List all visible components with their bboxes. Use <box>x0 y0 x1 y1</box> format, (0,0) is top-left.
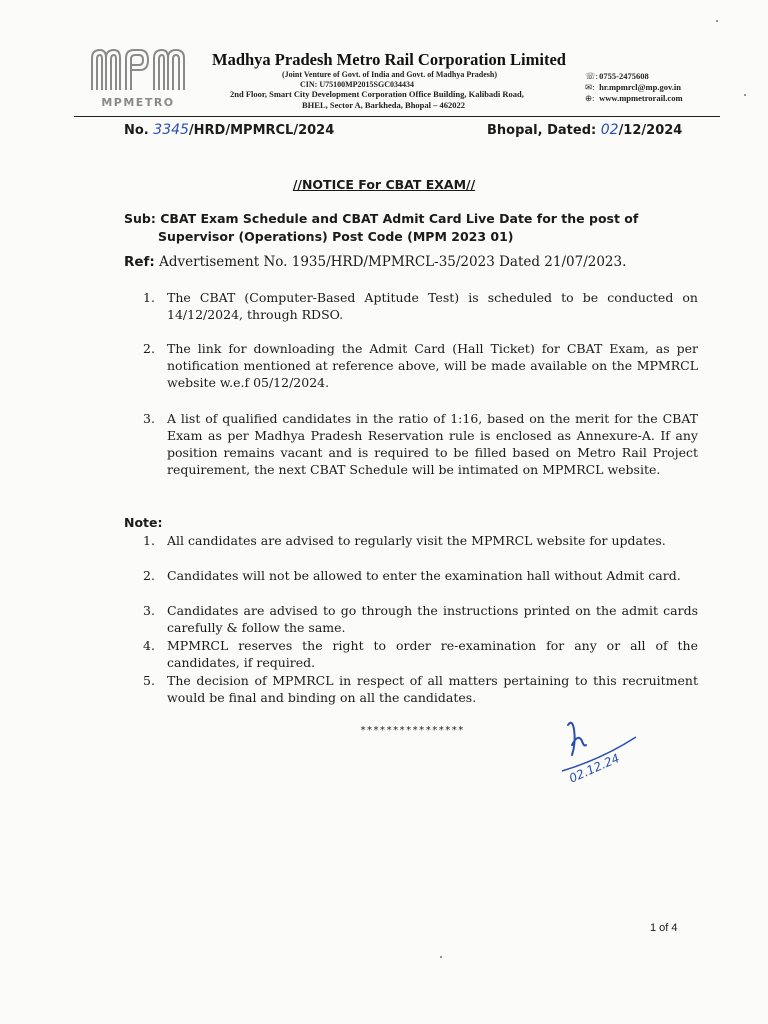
letter-number-prefix: No. <box>124 123 149 138</box>
note-number: 4. <box>143 638 155 653</box>
joint-venture-line: (Joint Venture of Govt. of India and Govt. of Madhya Pradesh) <box>282 70 497 79</box>
date-suffix: /12/2024 <box>618 123 683 138</box>
phone-number: 0755-2475608 <box>599 71 649 81</box>
point-item <box>143 410 698 478</box>
signature-date: 02.12.24 <box>567 751 622 785</box>
signature-scribble-icon <box>552 715 662 785</box>
note-number: 3. <box>143 603 155 618</box>
mpm-logo-mark-icon <box>88 44 188 94</box>
handwritten-date-day: 02 <box>600 122 619 138</box>
note-text: Candidates will not be allowed to enter the examination hall without Admit card. <box>167 568 681 583</box>
scan-speck <box>440 956 442 958</box>
handwritten-letter-number: 3345 <box>153 122 189 138</box>
subject-line-1: CBAT Exam Schedule and CBAT Admit Card Live Date for the post of <box>160 211 639 226</box>
letter-number <box>124 122 334 138</box>
note-item <box>143 602 698 636</box>
note-text: Candidates are advised to go through the instructions printed on the admit cards carefully & follow the same. <box>167 603 698 635</box>
note-number: 5. <box>143 673 155 688</box>
logo-text: MPMETRO <box>101 96 175 109</box>
subject <box>124 210 704 246</box>
phone-icon: ☏: <box>585 71 598 81</box>
point-text: A list of qualified candidates in the ratio of 1:16, based on the merit for the CBAT Exam as per Madhya Pradesh Reservation rule is enclosed as Annexure-A. If any position remains vacant and is required to be filled based on Metro Rail Project requirement, the next CBAT Schedule will be intimated on MPMRCL website. <box>167 411 698 477</box>
notice-title-text: //NOTICE For CBAT EXAM// <box>292 177 476 192</box>
note-text: The decision of MPMRCL in respect of all matters pertaining to this recruitment would be final and binding on all the candidates. <box>167 673 698 705</box>
letter-number-suffix: /HRD/MPMRCL/2024 <box>188 123 335 138</box>
reference-label: Ref: <box>124 254 155 270</box>
page-number: 1 of 4 <box>650 922 678 934</box>
separator-stars: **************** <box>360 725 465 736</box>
scan-speck <box>716 20 718 22</box>
contact-phone <box>585 71 649 82</box>
address-line-2: BHEL, Sector A, Barkheda, Bhopal – 462022 <box>302 100 466 110</box>
contact-website <box>585 93 683 104</box>
note-heading: Note: <box>124 515 163 530</box>
reference-line <box>124 254 626 270</box>
point-number: 1. <box>143 290 155 305</box>
header-divider <box>74 116 720 117</box>
email-address: hr.mpmrcl@mp.gov.in <box>599 82 681 92</box>
point-item <box>143 340 698 391</box>
note-item <box>143 532 698 549</box>
note-item <box>143 672 698 706</box>
note-text: MPMRCL reserves the right to order re-examination for any or all of the candidates, if required. <box>167 638 698 670</box>
reference-text: Advertisement No. 1935/HRD/MPMRCL-35/2023 Dated 21/07/2023. <box>159 254 627 270</box>
point-text: The link for downloading the Admit Card (Hall Ticket) for CBAT Exam, as per notification mentioned at reference above, will be made available on the MPMRCL website w.e.f 05/12/2024. <box>167 341 698 390</box>
address-line-1: 2nd Floor, Smart City Development Corporation Office Building, Kalibadi Road, <box>230 89 524 99</box>
note-item <box>143 567 698 584</box>
point-number: 3. <box>143 411 155 426</box>
globe-icon: ⊕: <box>585 93 595 103</box>
note-text: All candidates are advised to regularly visit the MPMRCL website for updates. <box>167 533 666 548</box>
scan-speck <box>744 94 746 96</box>
notice-title <box>0 177 768 192</box>
subject-label: Sub: <box>124 211 156 226</box>
website-address: www.mpmetrorail.com <box>599 93 683 103</box>
org-name: Madhya Pradesh Metro Rail Corporation Limited <box>212 50 566 69</box>
letter-date <box>487 122 682 138</box>
handwritten-signature <box>552 715 662 789</box>
note-number: 1. <box>143 533 155 548</box>
point-text: The CBAT (Computer-Based Aptitude Test) is scheduled to be conducted on 14/12/2024, through RDSO. <box>167 290 698 322</box>
point-number: 2. <box>143 341 155 356</box>
cin-line: CIN: U75100MP2015SGC034434 <box>300 80 414 89</box>
note-item <box>143 637 698 671</box>
point-item <box>143 289 698 323</box>
mpmetro-logo <box>88 44 188 110</box>
date-prefix: Bhopal, Dated: <box>487 123 597 138</box>
envelope-icon: ✉: <box>585 82 595 92</box>
note-number: 2. <box>143 568 155 583</box>
subject-line-2: Supervisor (Operations) Post Code (MPM 2023 01) <box>158 229 514 244</box>
contact-email <box>585 82 681 93</box>
